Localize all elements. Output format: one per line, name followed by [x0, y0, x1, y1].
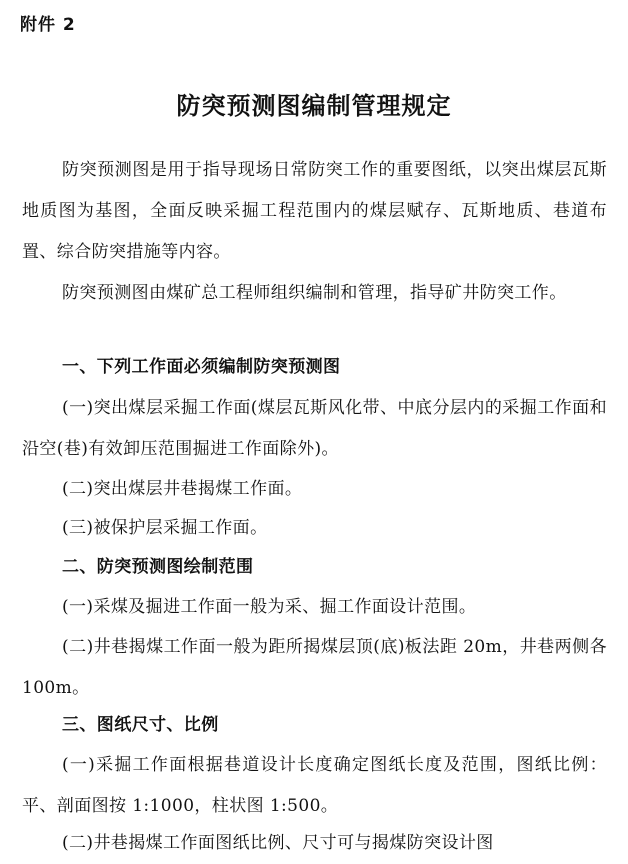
- section-heading-3: 三、图纸尺寸、比例: [62, 715, 219, 735]
- attachment-label: 附件 2: [20, 15, 76, 35]
- section-2-item-2: (二)井巷揭煤工作面一般为距所揭煤层顶(底)板法距 20m，井巷两侧各 100m。: [22, 637, 607, 698]
- document-title: 防突预测图编制管理规定: [176, 91, 452, 120]
- intro-paragraph-2: 防突预测图由煤矿总工程师组织编制和管理，指导矿井防突工作。: [62, 283, 567, 303]
- section-heading-2: 二、防突预测图绘制范围: [62, 557, 254, 577]
- intro-paragraph-1: 防突预测图是用于指导现场日常防突工作的重要图纸，以突出煤层瓦斯地质图为基图，全面反映采掘工程范围内的煤层赋存、瓦斯地质、巷道布置、综合防突措施等内容。: [22, 160, 607, 262]
- section-3-item-1: (一)采掘工作面根据巷道设计长度确定图纸长度及范围，图纸比例：平、剖面图按 1:1000，柱状图 1:500。: [22, 755, 607, 816]
- section-2-item-1: (一)采煤及掘进工作面一般为采、掘工作面设计范围。: [62, 597, 477, 617]
- section-1-item-2: (二)突出煤层井巷揭煤工作面。: [62, 479, 303, 499]
- section-heading-1: 一、下列工作面必须编制防突预测图: [62, 357, 341, 377]
- section-3-item-2: (二)井巷揭煤工作面图纸比例、尺寸可与揭煤防突设计图: [62, 833, 494, 853]
- section-1-item-3: (三)被保护层采掘工作面。: [62, 518, 268, 538]
- section-1-item-1: (一)突出煤层采掘工作面(煤层瓦斯风化带、中底分层内的采掘工作面和沿空(巷)有效卸压范围掘进工作面除外)。: [22, 398, 607, 459]
